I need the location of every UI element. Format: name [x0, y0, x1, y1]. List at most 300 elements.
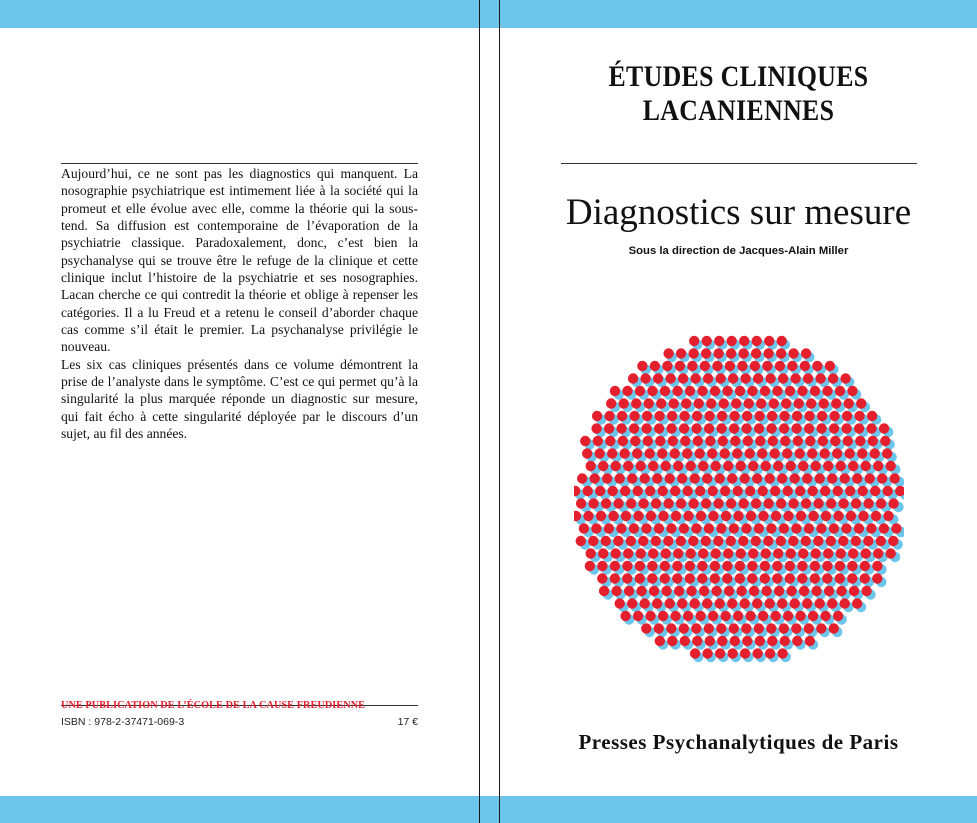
price: 17 € — [397, 716, 418, 728]
red-dot — [670, 486, 680, 496]
red-dot — [735, 573, 745, 583]
red-dot — [873, 461, 883, 471]
red-dot — [801, 348, 811, 358]
red-dot — [748, 548, 758, 558]
red-dot — [722, 386, 732, 396]
red-dot — [652, 473, 662, 483]
publisher-line: UNE PUBLICATION DE L’ÉCOLE DE LA CAUSE FREUDIENNE — [61, 700, 366, 711]
red-dot — [647, 386, 657, 396]
red-dot — [749, 586, 759, 596]
blurb-paragraph-1: Aujourd’hui, ce ne sont pas les diagnostics qui manquent. La nosographie psychiatrique est intimement liée à la société qui la promeut et elle évolue avec elle, comme la théorie qui la sous-tend. Sa diffusion est contemporaine de l’évaporation de la psychiatrie classique. Paradoxalement, donc, c’est bien la psychanalyse qui se trouve être le refuge de la clinique et cette clinique inclut l’histoire de la psychiatrie et ses nosographies. Lacan cherche ce qui contredit la théorie et oblige à repenser les catégories. Il a lu Freud et a retenu le conseil d’aborder chaque cas comme s’il était le premier. La psychanalyse privilégie le nouveau. — [61, 166, 418, 355]
red-dot — [611, 461, 621, 471]
red-dot — [719, 398, 729, 408]
red-dot — [765, 373, 775, 383]
red-dot — [660, 561, 670, 571]
red-dot — [767, 636, 777, 646]
red-dot — [593, 436, 603, 446]
red-dot — [780, 436, 790, 446]
back-blurb — [61, 165, 418, 443]
red-dot — [817, 411, 827, 421]
red-dot — [888, 498, 898, 508]
red-dot — [883, 486, 893, 496]
red-dot — [752, 336, 762, 346]
red-dot — [812, 361, 822, 371]
red-dot — [845, 486, 855, 496]
red-dot — [717, 636, 727, 646]
red-dot — [840, 373, 850, 383]
red-dot — [872, 561, 882, 571]
red-dot — [660, 573, 670, 583]
red-dot — [674, 586, 684, 596]
red-dot — [680, 436, 690, 446]
red-dot — [836, 586, 846, 596]
red-dot — [595, 448, 605, 458]
red-dot — [693, 436, 703, 446]
red-dot — [761, 548, 771, 558]
red-dot — [711, 586, 721, 596]
red-dot — [786, 461, 796, 471]
red-dot — [888, 536, 898, 546]
red-dot — [597, 561, 607, 571]
red-dot — [706, 398, 716, 408]
red-dot — [620, 448, 630, 458]
red-dot — [802, 473, 812, 483]
red-dot — [648, 461, 658, 471]
red-dot — [754, 523, 764, 533]
red-dot — [776, 498, 786, 508]
red-dot — [765, 473, 775, 483]
red-dot — [760, 561, 770, 571]
red-dot — [748, 461, 758, 471]
red-dot — [777, 648, 787, 658]
red-dot — [779, 423, 789, 433]
red-dot — [666, 623, 676, 633]
red-dot — [590, 473, 600, 483]
red-dot — [585, 561, 595, 571]
red-dot — [729, 411, 739, 421]
red-dot — [666, 423, 676, 433]
red-dot — [676, 348, 686, 358]
red-dot — [795, 611, 805, 621]
red-dot — [649, 586, 659, 596]
red-dot — [620, 611, 630, 621]
red-dot — [804, 423, 814, 433]
red-dot — [773, 461, 783, 471]
red-dot — [613, 498, 623, 508]
red-dot — [636, 586, 646, 596]
red-dot — [751, 348, 761, 358]
red-dot — [740, 373, 750, 383]
red-dot — [672, 386, 682, 396]
red-dot — [710, 561, 720, 571]
red-dot — [675, 361, 685, 371]
red-dot — [758, 486, 768, 496]
red-dot — [739, 336, 749, 346]
red-dot — [816, 623, 826, 633]
red-dot — [891, 523, 901, 533]
red-dot — [865, 473, 875, 483]
red-dot — [730, 436, 740, 446]
red-dot — [792, 636, 802, 646]
red-dot — [793, 436, 803, 446]
red-dot — [868, 436, 878, 446]
red-dot — [801, 536, 811, 546]
red-dot — [626, 498, 636, 508]
red-dot — [811, 586, 821, 596]
red-dot — [741, 423, 751, 433]
red-dot — [619, 398, 629, 408]
red-dot — [669, 398, 679, 408]
red-dot — [665, 598, 675, 608]
red-dot — [757, 448, 767, 458]
front-cover — [500, 28, 977, 796]
red-dot — [727, 648, 737, 658]
red-dot — [745, 448, 755, 458]
red-dot — [713, 536, 723, 546]
red-dot — [797, 386, 807, 396]
red-dot — [683, 486, 693, 496]
red-dot — [651, 498, 661, 508]
red-dot — [580, 436, 590, 446]
red-dot — [751, 536, 761, 546]
red-dot — [783, 486, 793, 496]
red-dot — [752, 473, 762, 483]
red-dot — [601, 498, 611, 508]
red-dot — [729, 523, 739, 533]
red-dot — [716, 423, 726, 433]
red-dot — [726, 498, 736, 508]
red-dot — [848, 548, 858, 558]
red-dot — [691, 523, 701, 533]
red-dot — [685, 386, 695, 396]
red-dot — [631, 398, 641, 408]
red-dot — [708, 486, 718, 496]
red-dot — [786, 548, 796, 558]
red-dot — [651, 536, 661, 546]
red-dot — [645, 611, 655, 621]
red-dot — [775, 361, 785, 371]
isbn: ISBN : 978-2-37471-069-3 — [61, 716, 185, 728]
red-dot — [710, 573, 720, 583]
red-dot — [604, 411, 614, 421]
red-dot — [785, 573, 795, 583]
red-dot — [611, 548, 621, 558]
red-dot — [822, 561, 832, 571]
red-dot — [653, 373, 663, 383]
red-dot — [657, 448, 667, 458]
red-dot — [616, 523, 626, 533]
red-dot — [774, 586, 784, 596]
red-dot — [765, 648, 775, 658]
red-dot — [750, 361, 760, 371]
red-dot — [720, 448, 730, 458]
red-dot — [810, 561, 820, 571]
red-dot — [804, 411, 814, 421]
red-dot — [690, 598, 700, 608]
red-dot — [604, 423, 614, 433]
series-title — [533, 60, 943, 128]
red-dot — [855, 436, 865, 446]
red-dot — [695, 448, 705, 458]
red-dot — [704, 423, 714, 433]
red-dot — [685, 573, 695, 583]
red-dot — [663, 536, 673, 546]
red-dot — [886, 548, 896, 558]
red-dot — [815, 373, 825, 383]
red-dot — [690, 473, 700, 483]
red-dot — [654, 411, 664, 421]
front-rule — [561, 163, 917, 164]
red-dot — [708, 611, 718, 621]
red-dot — [647, 561, 657, 571]
red-dot — [628, 373, 638, 383]
red-dot — [729, 623, 739, 633]
red-dot — [646, 511, 656, 521]
red-dot — [735, 386, 745, 396]
red-dot — [689, 336, 699, 346]
red-dot — [890, 473, 900, 483]
red-dot — [796, 511, 806, 521]
red-dot — [847, 573, 857, 583]
red-dot — [841, 523, 851, 533]
red-dot — [673, 548, 683, 558]
red-dot — [667, 411, 677, 421]
publisher-imprint: Presses Psychanalytiques de Paris — [578, 730, 899, 754]
red-dot — [704, 623, 714, 633]
red-dot — [820, 448, 830, 458]
red-dot — [763, 536, 773, 546]
back-cover — [0, 28, 479, 796]
red-dot — [622, 573, 632, 583]
red-dot — [752, 648, 762, 658]
red-dot — [777, 336, 787, 346]
red-dot — [725, 361, 735, 371]
red-dot — [779, 623, 789, 633]
red-dot — [879, 423, 889, 433]
red-dot — [602, 473, 612, 483]
red-dot — [790, 373, 800, 383]
red-dot — [671, 511, 681, 521]
red-dot — [588, 498, 598, 508]
red-dot — [723, 548, 733, 558]
red-dot — [712, 361, 722, 371]
red-dot — [708, 511, 718, 521]
red-dot — [829, 411, 839, 421]
red-dot — [807, 448, 817, 458]
red-dot — [713, 348, 723, 358]
red-dot — [822, 386, 832, 396]
red-dot — [863, 498, 873, 508]
red-dot — [717, 411, 727, 421]
red-dot — [691, 423, 701, 433]
red-dot — [665, 473, 675, 483]
red-dot — [745, 611, 755, 621]
red-dot — [831, 398, 841, 408]
dot-sphere-illustration — [574, 334, 904, 664]
red-dot — [622, 386, 632, 396]
red-dot — [755, 436, 765, 446]
red-dot — [863, 536, 873, 546]
red-dot — [654, 423, 664, 433]
red-dot — [847, 386, 857, 396]
red-dot — [605, 436, 615, 446]
red-dot — [852, 473, 862, 483]
series-title-line-1: ÉTUDES CLINIQUES — [608, 60, 869, 93]
red-dot — [730, 636, 740, 646]
red-dot — [688, 348, 698, 358]
red-dot — [791, 623, 801, 633]
red-dot — [791, 523, 801, 533]
red-dot — [788, 498, 798, 508]
red-dot — [761, 586, 771, 596]
red-dot — [772, 561, 782, 571]
red-dot — [873, 548, 883, 558]
red-dot — [740, 648, 750, 658]
back-top-rule — [61, 163, 418, 164]
red-dot — [845, 448, 855, 458]
red-dot — [699, 586, 709, 596]
red-dot — [738, 348, 748, 358]
red-dot — [588, 536, 598, 546]
red-dot — [697, 573, 707, 583]
red-dot — [751, 498, 761, 508]
red-dot — [779, 411, 789, 421]
red-dot — [746, 511, 756, 521]
red-dot — [747, 386, 757, 396]
red-dot — [716, 523, 726, 533]
red-dot — [849, 586, 859, 596]
red-dot — [726, 348, 736, 358]
red-dot — [608, 511, 618, 521]
red-dot — [692, 636, 702, 646]
red-dot — [701, 498, 711, 508]
red-dot — [724, 586, 734, 596]
red-dot — [642, 411, 652, 421]
red-dot — [598, 461, 608, 471]
red-dot — [582, 448, 592, 458]
red-dot — [583, 511, 593, 521]
red-dot — [660, 386, 670, 396]
red-dot — [688, 498, 698, 508]
red-dot — [714, 336, 724, 346]
red-dot — [718, 436, 728, 446]
red-dot — [687, 361, 697, 371]
red-dot — [679, 423, 689, 433]
red-dot — [826, 498, 836, 508]
red-dot — [785, 561, 795, 571]
red-dot — [703, 373, 713, 383]
red-dot — [797, 573, 807, 583]
red-dot — [635, 386, 645, 396]
red-dot — [632, 448, 642, 458]
red-dot — [720, 611, 730, 621]
red-dot — [791, 423, 801, 433]
red-dot — [768, 436, 778, 446]
red-dot — [818, 436, 828, 446]
red-dot — [758, 611, 768, 621]
red-dot — [591, 423, 601, 433]
red-dot — [683, 611, 693, 621]
red-dot — [683, 511, 693, 521]
red-dot — [676, 498, 686, 508]
red-dot — [763, 348, 773, 358]
red-dot — [661, 548, 671, 558]
red-dot — [848, 461, 858, 471]
red-dot — [626, 536, 636, 546]
red-dot — [860, 573, 870, 583]
red-dot — [704, 411, 714, 421]
red-dot — [811, 461, 821, 471]
red-dot — [618, 436, 628, 446]
book-title: Diagnostics sur mesure — [565, 192, 912, 233]
red-dot — [856, 398, 866, 408]
red-dot — [633, 511, 643, 521]
red-dot — [697, 386, 707, 396]
red-dot — [828, 373, 838, 383]
red-dot — [645, 448, 655, 458]
red-dot — [752, 598, 762, 608]
red-dot — [741, 523, 751, 533]
red-dot — [801, 498, 811, 508]
red-dot — [610, 573, 620, 583]
red-dot — [805, 436, 815, 446]
red-dot — [607, 448, 617, 458]
red-dot — [643, 436, 653, 446]
red-dot — [790, 473, 800, 483]
red-dot — [762, 361, 772, 371]
red-dot — [654, 523, 664, 533]
red-dot — [747, 561, 757, 571]
red-dot — [833, 511, 843, 521]
red-dot — [644, 398, 654, 408]
red-dot — [795, 486, 805, 496]
red-dot — [764, 336, 774, 346]
red-dot — [663, 348, 673, 358]
red-dot — [701, 536, 711, 546]
red-dot — [740, 598, 750, 608]
red-dot — [754, 423, 764, 433]
red-dot — [803, 373, 813, 383]
red-dot — [816, 523, 826, 533]
red-dot — [876, 536, 886, 546]
red-dot — [772, 386, 782, 396]
red-dot — [658, 611, 668, 621]
red-dot — [711, 461, 721, 471]
red-dot — [765, 598, 775, 608]
red-dot — [677, 598, 687, 608]
red-dot — [736, 548, 746, 558]
red-dot — [629, 423, 639, 433]
red-dot — [733, 486, 743, 496]
red-dot — [770, 611, 780, 621]
red-dot — [740, 473, 750, 483]
red-dot — [742, 636, 752, 646]
red-dot — [771, 511, 781, 521]
red-dot — [870, 448, 880, 458]
red-dot — [598, 548, 608, 558]
red-dot — [795, 448, 805, 458]
red-dot — [808, 486, 818, 496]
red-dot — [806, 398, 816, 408]
red-dot — [857, 448, 867, 458]
red-dot — [820, 611, 830, 621]
red-dot — [776, 536, 786, 546]
red-dot — [668, 436, 678, 446]
red-dot — [616, 423, 626, 433]
red-dot — [586, 461, 596, 471]
red-dot — [640, 373, 650, 383]
red-dot — [820, 486, 830, 496]
